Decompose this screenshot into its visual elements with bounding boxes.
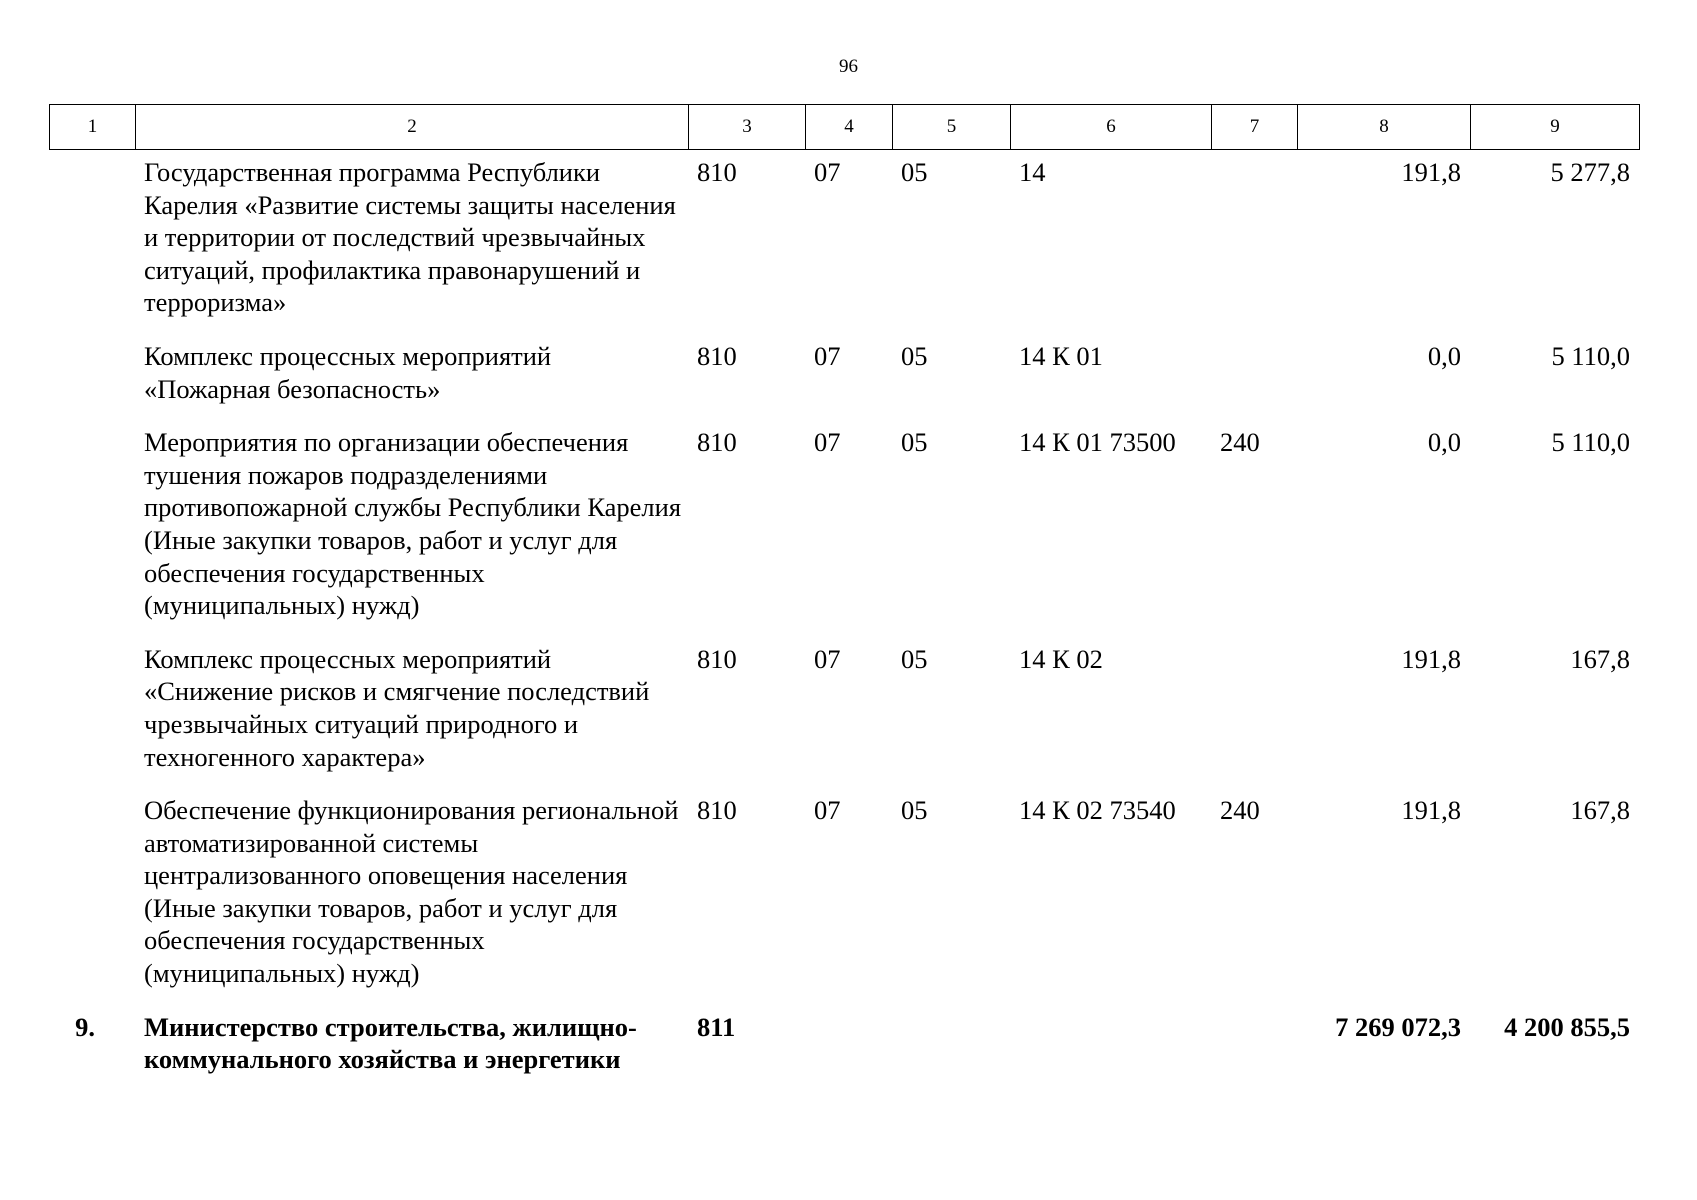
column-header-row [50,105,1640,150]
row-amount-col9: 167,8 [1570,643,1630,674]
row-code-subsection: 05 [901,157,928,187]
row-amount-col9: 167,8 [1570,795,1630,826]
row-amount-col9: 4 200 855,5 [1504,1011,1630,1042]
column-header-4: 4 [806,105,893,150]
column-header-9: 9 [1471,105,1640,150]
row-amount-col8: 0,0 [1427,340,1461,371]
row-code-ministry: 811 [697,1011,736,1042]
row-code-section: 07 [814,157,841,187]
row-code-subsection: 05 [901,427,928,458]
row-code-section [805,1005,892,1091]
row-code-expense-type [1211,334,1297,420]
row-code-expense-type [1211,1005,1297,1091]
row-code-ministry: 810 [697,157,737,187]
row-code-target: 14 К 01 73500 [1019,427,1176,458]
row-name: Государственная программа Республики Карелия «Развитие системы защиты населения и территории от последствий чрезвычайных ситуаций, профилактика правонарушений и терроризма» [144,157,676,318]
row-code-expense-type [1211,637,1297,788]
table-row [49,420,1639,637]
row-number [49,637,135,788]
row-code-target: 14 К 02 73540 [1019,795,1176,826]
row-amount-col9: 5 110,0 [1551,427,1630,458]
row-code-target [1010,1005,1211,1091]
column-header-6: 6 [1011,105,1212,150]
row-code-section: 07 [814,427,841,458]
row-code-section: 07 [814,795,841,826]
row-code-ministry: 810 [697,643,737,674]
row-code-subsection: 05 [901,643,928,674]
row-code-section: 07 [814,643,841,674]
row-number: 9. [75,1011,95,1042]
row-code-subsection [892,1005,1010,1091]
row-code-subsection: 05 [901,340,928,371]
row-number [49,788,135,1005]
column-header-7: 7 [1212,105,1298,150]
row-number [49,334,135,420]
row-code-ministry: 810 [697,795,737,826]
row-code-section: 07 [814,340,841,371]
table-row-ministry-total [49,1005,1639,1091]
row-amount-col8: 191,8 [1401,643,1461,674]
table-row [49,334,1639,420]
row-code-target: 14 [1019,157,1046,187]
budget-table [49,150,1639,1091]
table-row [49,637,1639,788]
row-amount-col8: 191,8 [1401,157,1461,187]
row-amount-col9: 5 110,0 [1551,340,1630,371]
row-code-expense-type: 240 [1220,427,1260,458]
row-amount-col9: 5 277,8 [1550,157,1630,187]
row-code-target: 14 К 01 [1019,340,1103,371]
row-code-subsection: 05 [901,795,928,826]
row-code-expense-type: 240 [1220,795,1260,826]
row-code-expense-type [1211,150,1297,334]
row-amount-col8: 0,0 [1427,427,1461,458]
column-header-3: 3 [689,105,806,150]
row-number [49,420,135,637]
row-name: Обеспечение функционирования региональной автоматизированной системы централизованного оповещения населения (Иные закупки товаров, работ и услуг для обеспечения государственных (муниципальных) нужд) [144,795,679,989]
row-code-ministry: 810 [697,340,737,371]
page-number: 96 [839,56,858,77]
row-amount-col8: 191,8 [1401,795,1461,826]
table-row [49,150,1639,334]
table-row [49,788,1639,1005]
row-name: Комплекс процессных мероприятий «Снижение рисков и смягчение последствий чрезвычайных ситуаций природного и техногенного характера» [144,643,650,772]
column-header-1: 1 [50,105,136,150]
column-header-5: 5 [893,105,1011,150]
column-header-2: 2 [136,105,689,150]
row-name: Комплекс процессных мероприятий «Пожарная безопасность» [144,340,552,404]
row-amount-col8: 7 269 072,3 [1335,1011,1461,1042]
row-name: Мероприятия по организации обеспечения тушения пожаров подразделениями противопожарной службы Республики Карелия (Иные закупки товаров, работ и услуг для обеспечения государственных (муниципальных) нужд) [144,427,682,621]
row-code-ministry: 810 [697,427,737,458]
row-name: Министерство строительства, жилищно-коммунального хозяйства и энергетики [144,1011,637,1075]
row-number [49,150,135,334]
column-header-8: 8 [1298,105,1471,150]
column-header-table [49,104,1640,150]
row-code-target: 14 К 02 [1019,643,1103,674]
